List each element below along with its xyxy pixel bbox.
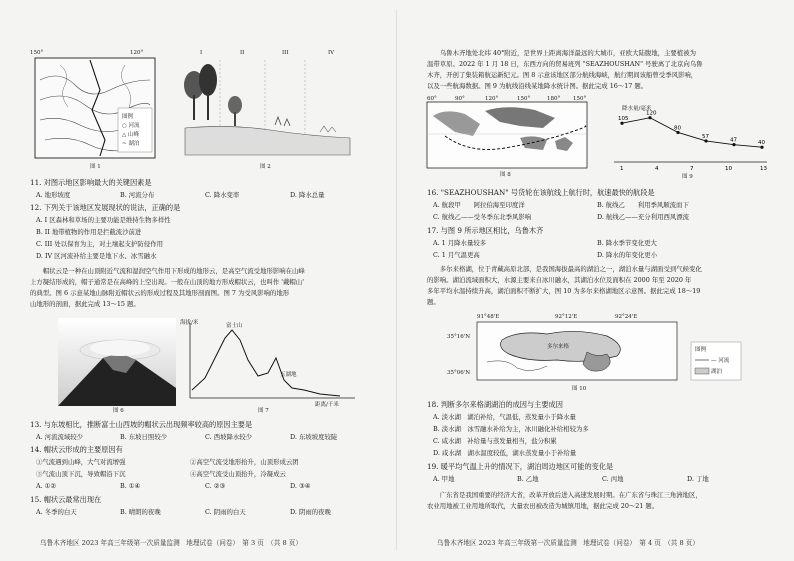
passage-2-line-4: 山地形的剖面，据此完成 13～15 题。 bbox=[30, 300, 140, 308]
figure-10-lake-map bbox=[447, 312, 747, 392]
question-12: 12. 下列关于该地区发展现状的说法，正确的是 bbox=[30, 203, 181, 212]
precipitation-series-line bbox=[622, 118, 762, 148]
data-label: 40 bbox=[758, 140, 765, 147]
fig10-lon-2: 92°12'E bbox=[555, 314, 578, 320]
elevation-profile bbox=[180, 318, 360, 406]
fig10-legend-lake: 湖泊 bbox=[711, 369, 723, 375]
passage-4-line-2: 的影响。湖泊流域面积大，水源主要来自冰川融水，其湖泊水位及面积在 2000 年至 2020 年 bbox=[427, 276, 692, 284]
fig9-title: 降水量/毫米 bbox=[622, 106, 652, 112]
q13-option-c[interactable]: C. 西坡降水较少 bbox=[205, 433, 253, 441]
question-14: 14. 帽状云形成的主要原因有 bbox=[30, 445, 123, 454]
q18-option-b[interactable]: B. 淡水湖 冰雪融水补给为主，冰川融化补给相较为多 bbox=[433, 425, 589, 433]
passage-2-line-2: 上方凝结形成的，帽子通常是在高峰的上空出现。一般在山顶的地方形成帽状云，也叫作 '戴帽山' bbox=[30, 278, 304, 286]
fig10-legend-title: 图例 bbox=[695, 347, 707, 353]
fig1-legend-title: 图例 bbox=[122, 114, 134, 120]
data-label: 120 bbox=[646, 110, 657, 117]
fig7-peak-label: 富士山 bbox=[226, 323, 243, 329]
fig8-lon-5: 180° bbox=[547, 96, 561, 102]
q15-option-b[interactable]: B. 晴朗的夜晚 bbox=[120, 508, 161, 516]
q18-option-a[interactable]: A. 淡水湖 湖泊补给，气温低，蒸发量小于降水量 bbox=[433, 413, 576, 421]
passage-4-line-4: 题。 bbox=[427, 298, 440, 306]
q17-option-b[interactable]: B. 降水季节变化更大 bbox=[597, 239, 657, 247]
mountain-cap-cloud-photo bbox=[58, 318, 176, 406]
vegetation-diagram bbox=[180, 50, 360, 165]
fig2-zone-1: I bbox=[200, 50, 203, 56]
x-tick-label: 13 bbox=[760, 166, 767, 172]
q14-option-d[interactable]: D. ③④ bbox=[290, 482, 311, 490]
q16-option-d[interactable]: D. 航线乙——充分利用西风漂流 bbox=[597, 213, 690, 221]
fig1-legend-river: ○ 河流 bbox=[122, 123, 140, 129]
fig8-caption: 图 8 bbox=[500, 172, 511, 178]
figure-2-vegetation bbox=[180, 50, 360, 170]
q15-option-d[interactable]: D. 阴雨的夜晚 bbox=[290, 508, 331, 516]
question-16: 16. "SEAZHOUSHAN" 号货轮在该航线上航行时，航速最快的航段是 bbox=[427, 188, 655, 197]
fig1-legend-lake: ~ 湖泊 bbox=[122, 141, 140, 147]
fig9-caption: 图 9 bbox=[682, 174, 693, 180]
q12-option-b[interactable]: B. II 地带植物的作用是拦截流沙前进 bbox=[36, 228, 142, 236]
q19-option-d[interactable]: D. 丁地 bbox=[687, 475, 709, 483]
data-label: 105 bbox=[618, 116, 629, 123]
q14-statement-2: ②高空气流受地形抬升，山顶形成云团 bbox=[190, 458, 299, 466]
q14-option-c[interactable]: C. ②③ bbox=[205, 482, 226, 490]
question-11: 11. 对图示地区影响最大的关键因素是 bbox=[30, 178, 152, 187]
q18-option-c[interactable]: C. 咸水湖 补给量与蒸发量相当，盐分积累 bbox=[433, 437, 557, 445]
q12-option-a[interactable]: A. I 区森林和草场的主要功能是维持生物多样性 bbox=[36, 216, 171, 224]
fig8-lon-2: 90° bbox=[455, 96, 465, 102]
fig1-lon-label-2: 120° bbox=[130, 50, 144, 56]
passage-3-line-1: 乌鲁木齐地处北纬 40°附近，是世界上距离海洋最远的大城市，亚欧大陆腹地，主要植被为 bbox=[427, 49, 696, 57]
passage-3-line-4: 以及一些航海数据。图 9 为航线沿线某地降水统计图。据此完成 16～17 题。 bbox=[427, 82, 648, 90]
q14-statement-4: ④高空气流受山顶抬升，冷凝成云 bbox=[190, 470, 286, 478]
q12-option-c[interactable]: C. III 处以保育为主，对土壤起支护防侵作用 bbox=[36, 240, 163, 248]
q14-option-b[interactable]: B. ①④ bbox=[120, 482, 141, 490]
fig8-lon-4: 150° bbox=[517, 96, 531, 102]
fig7-lake-label: 五湖地 bbox=[280, 372, 297, 378]
fig1-legend-peak: △ 山峰 bbox=[122, 132, 139, 138]
q17-option-d[interactable]: D. 降水的年变化更小 bbox=[597, 251, 658, 259]
x-tick-label: 1 bbox=[620, 166, 624, 172]
data-label: 57 bbox=[702, 133, 709, 140]
figure-9-chart bbox=[602, 100, 772, 180]
q16-option-c[interactable]: C. 航线乙——受冬季东北季风影响 bbox=[433, 213, 532, 221]
fig2-zone-2: II bbox=[240, 50, 245, 56]
data-label: 47 bbox=[730, 137, 737, 144]
q12-option-d[interactable]: D. IV 区河流补给主要是地下水、冰雪融水 bbox=[36, 252, 157, 260]
q11-option-c[interactable]: C. 降水变率 bbox=[205, 191, 240, 199]
q18-option-d[interactable]: D. 咸水湖 湖水温度较低，湖水蒸发量小于补给量 bbox=[433, 449, 577, 457]
fig8-lon-1: 60° bbox=[427, 96, 437, 102]
passage-3-line-3: 木齐，开创了集装箱航运新纪元。图 8 示意该地区部分航线海峡，航行期间该船曾受季风影响， bbox=[427, 71, 698, 79]
figure-8-route-map bbox=[425, 96, 590, 178]
fig10-lon-3: 92°24'E bbox=[615, 314, 638, 320]
passage-3-line-2: 温带草原。2022 年 1 月 18 日，东西方向的贸易班列 "SEAZHOUSHAN" 号驶离了北京向乌鲁 bbox=[427, 60, 703, 68]
q19-option-b[interactable]: B. 乙地 bbox=[517, 475, 539, 483]
question-17: 17. 与图 9 所示地区相比，乌鲁木齐 bbox=[427, 226, 544, 235]
q13-option-d[interactable]: D. 东坡坡度较陡 bbox=[290, 433, 338, 441]
figure-6-photo bbox=[58, 318, 176, 413]
x-tick-label: 7 bbox=[690, 166, 694, 172]
q16-option-b[interactable]: B. 航线乙 利用季风顺流而下 bbox=[597, 201, 689, 209]
figure-7-profile bbox=[180, 318, 360, 413]
q16-option-a[interactable]: A. 航段甲 阿拉伯海至印度洋 bbox=[433, 201, 525, 209]
passage-2-line-3: 的典型。图 6 示意某地山脉附近帽状云的形成过程及其地形剖面图。图 7 为受风影响的地形 bbox=[30, 289, 290, 297]
question-19: 19. 暖平均气温上升的情况下，湖泊周边地区可能的变化是 bbox=[427, 462, 614, 471]
q17-option-a[interactable]: A. 1 月降水量较多 bbox=[433, 239, 487, 247]
fig10-lake-name: 多尔来格 bbox=[547, 344, 570, 350]
fig8-lon-6: 150° bbox=[573, 96, 587, 102]
passage-5-line-1: 广东省是我国重要的经济大省，改革开放后进入高速发展时期。在广东省与珠江三角洲地区， bbox=[427, 491, 702, 499]
q14-option-a[interactable]: A. ①② bbox=[36, 482, 57, 490]
left-page-footer: 乌鲁木齐地区 2023 年高三年级第一次质量监测 地理试卷（问卷） 第 3 页 （共 8 页） bbox=[40, 539, 302, 547]
fig2-caption: 图 2 bbox=[260, 164, 271, 170]
passage-4-line-1: 多尔来格湖，位于青藏高原北部，是我国海拔最高的湖泊之一，湖泊水量与湖面受到气候变化 bbox=[427, 265, 702, 273]
fig1-lon-label-1: 150° bbox=[30, 50, 44, 56]
q14-statement-1: ①气流遇到山峰，大气对流增强 bbox=[36, 458, 126, 466]
fig10-lat-1: 35°16'N bbox=[447, 334, 471, 340]
q17-option-c[interactable]: C. 1 月气温更高 bbox=[433, 251, 480, 259]
fig7-caption: 图 7 bbox=[258, 408, 269, 414]
right-page bbox=[397, 0, 794, 561]
q15-option-a[interactable]: A. 冬季的白天 bbox=[36, 508, 77, 516]
data-label: 80 bbox=[674, 125, 681, 132]
contour-map bbox=[30, 50, 170, 165]
fig10-lat-2: 35°06'N bbox=[447, 370, 471, 376]
q11-option-b[interactable]: B. 河流分布 bbox=[120, 191, 155, 199]
figure-1-map bbox=[30, 50, 170, 170]
passage-2-line-1: 帽状云是一种在山顶附近气流和湿润空气作用下形成的地形云，是高空气流受地形影响在山峰 bbox=[30, 267, 305, 275]
q15-option-c[interactable]: C. 阴雨的白天 bbox=[205, 508, 246, 516]
q13-option-b[interactable]: B. 东坡日照较少 bbox=[120, 433, 168, 441]
right-page-footer: 乌鲁木齐地区 2023 年高三年级第一次质量监测 地理试卷（问卷） 第 4 页 （共 8 页） bbox=[437, 539, 699, 547]
fig7-y-label: 海拔/米 bbox=[180, 320, 199, 326]
fig2-zone-3: III bbox=[282, 50, 289, 56]
x-tick-label: 4 bbox=[655, 166, 659, 172]
q11-option-a[interactable]: A. 地形坡度 bbox=[36, 191, 71, 199]
fig7-x-label: 距离/千米 bbox=[315, 402, 339, 408]
fig6-caption: 图 6 bbox=[113, 408, 124, 414]
question-18: 18. 判断多尔来格湖湖泊的成因与主要成因 bbox=[427, 400, 563, 409]
q13-option-a[interactable]: A. 河流流域较少 bbox=[36, 433, 84, 441]
q19-option-c[interactable]: C. 丙地 bbox=[602, 475, 624, 483]
x-tick-label: 10 bbox=[725, 166, 732, 172]
q19-option-a[interactable]: A. 甲地 bbox=[433, 475, 455, 483]
question-15: 15. 帽状云最常出现在 bbox=[30, 495, 102, 504]
fig10-lon-1: 91°48'E bbox=[477, 314, 500, 320]
q14-statement-3: ③气流山顶下沉，导致帽沿下沉 bbox=[36, 470, 126, 478]
fig10-legend-river: — 河流 bbox=[711, 358, 730, 364]
q11-option-d[interactable]: D. 降水总量 bbox=[290, 191, 325, 199]
fig8-lon-3: 120° bbox=[485, 96, 499, 102]
fig10-caption: 图 10 bbox=[572, 386, 587, 392]
fig1-caption: 图 1 bbox=[90, 164, 101, 170]
passage-5-line-2: 农业用地被工业用地所取代，大量农田被改造为城镇用地，据此完成 20～21 题。 bbox=[427, 502, 659, 510]
shipping-route-map bbox=[425, 96, 590, 172]
question-13: 13. 与东坡相比，推断富士山西坡的帽状云出现频率较高的原因主要是 bbox=[30, 420, 253, 429]
passage-4-line-3: 多年平均水温持续升高，湖泊面积不断扩大，图 10 为多尔来格湖地区示意图。据此完成 18～19 bbox=[427, 287, 701, 295]
fig2-zone-4: IV bbox=[328, 50, 335, 56]
